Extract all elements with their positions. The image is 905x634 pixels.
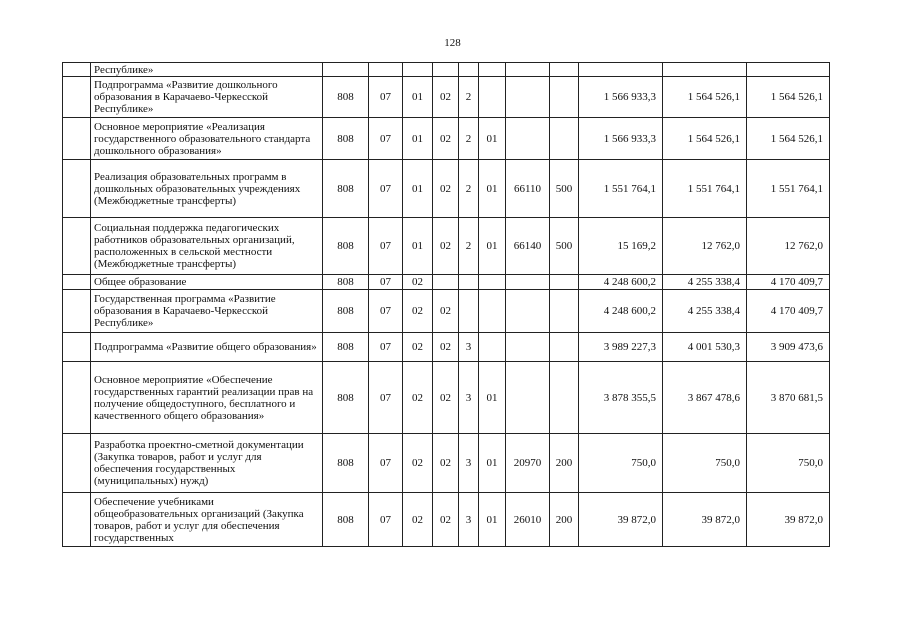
subsection-code: 02 bbox=[403, 275, 433, 290]
expense-type-code: 500 bbox=[550, 160, 579, 218]
subsection-code: 01 bbox=[403, 160, 433, 218]
row-index-cell bbox=[63, 218, 91, 275]
activity-code: 01 bbox=[479, 434, 506, 493]
subprogram-code bbox=[459, 290, 479, 333]
section-code: 07 bbox=[369, 333, 403, 362]
table-row bbox=[63, 218, 830, 275]
expense-type-code bbox=[550, 362, 579, 434]
subprogram-code bbox=[459, 275, 479, 290]
row-index-cell bbox=[63, 63, 91, 77]
direction-code bbox=[506, 362, 550, 434]
section-code: 07 bbox=[369, 275, 403, 290]
table-row bbox=[63, 493, 830, 547]
expense-type-code bbox=[550, 118, 579, 160]
amount-year-2: 39 872,0 bbox=[663, 493, 747, 547]
subsection-code bbox=[403, 63, 433, 77]
section-code: 07 bbox=[369, 290, 403, 333]
amount-year-3: 750,0 bbox=[747, 434, 830, 493]
program-code: 02 bbox=[433, 434, 459, 493]
expense-type-code bbox=[550, 333, 579, 362]
activity-code: 01 bbox=[479, 118, 506, 160]
subprogram-code bbox=[459, 63, 479, 77]
amount-year-1 bbox=[579, 63, 663, 77]
subprogram-code: 3 bbox=[459, 362, 479, 434]
ministry-code: 808 bbox=[323, 118, 369, 160]
program-code: 02 bbox=[433, 77, 459, 118]
row-index-cell bbox=[63, 275, 91, 290]
amount-year-3: 12 762,0 bbox=[747, 218, 830, 275]
amount-year-1: 4 248 600,2 bbox=[579, 290, 663, 333]
expense-type-code bbox=[550, 63, 579, 77]
activity-code: 01 bbox=[479, 160, 506, 218]
row-index-cell bbox=[63, 434, 91, 493]
subsection-code: 02 bbox=[403, 434, 433, 493]
ministry-code: 808 bbox=[323, 434, 369, 493]
section-code: 07 bbox=[369, 362, 403, 434]
amount-year-1: 1 566 933,3 bbox=[579, 77, 663, 118]
amount-year-1: 1 566 933,3 bbox=[579, 118, 663, 160]
subsection-code: 02 bbox=[403, 362, 433, 434]
subprogram-code: 2 bbox=[459, 77, 479, 118]
program-code bbox=[433, 63, 459, 77]
item-name: Разработка проектно-сметной документации (Закупка товаров, работ и услуг для обеспечения государственных (муниципальных) нужд) bbox=[91, 434, 323, 493]
section-code: 07 bbox=[369, 218, 403, 275]
expense-type-code bbox=[550, 275, 579, 290]
activity-code: 01 bbox=[479, 218, 506, 275]
section-code: 07 bbox=[369, 160, 403, 218]
amount-year-2: 1 551 764,1 bbox=[663, 160, 747, 218]
table-row bbox=[63, 434, 830, 493]
direction-code: 20970 bbox=[506, 434, 550, 493]
item-name: Государственная программа «Развитие образования в Карачаево-Черкесской Республике» bbox=[91, 290, 323, 333]
row-index-cell bbox=[63, 77, 91, 118]
program-code: 02 bbox=[433, 160, 459, 218]
program-code bbox=[433, 275, 459, 290]
item-name: Основное мероприятие «Реализация государственного образовательного стандарта дошкольного образования» bbox=[91, 118, 323, 160]
direction-code bbox=[506, 63, 550, 77]
item-name: Подпрограмма «Развитие дошкольного образования в Карачаево-Черкесской Республике» bbox=[91, 77, 323, 118]
section-code: 07 bbox=[369, 118, 403, 160]
amount-year-1: 1 551 764,1 bbox=[579, 160, 663, 218]
amount-year-3: 4 170 409,7 bbox=[747, 275, 830, 290]
amount-year-1: 39 872,0 bbox=[579, 493, 663, 547]
direction-code bbox=[506, 275, 550, 290]
item-name: Республике» bbox=[91, 63, 323, 77]
direction-code: 26010 bbox=[506, 493, 550, 547]
section-code: 07 bbox=[369, 493, 403, 547]
ministry-code: 808 bbox=[323, 362, 369, 434]
subsection-code: 01 bbox=[403, 77, 433, 118]
amount-year-3: 39 872,0 bbox=[747, 493, 830, 547]
table-row bbox=[63, 290, 830, 333]
subprogram-code: 2 bbox=[459, 118, 479, 160]
item-name: Основное мероприятие «Обеспечение государственных гарантий реализации прав на получение общедоступного, бесплатного и качественного общего образования» bbox=[91, 362, 323, 434]
amount-year-1: 3 989 227,3 bbox=[579, 333, 663, 362]
ministry-code: 808 bbox=[323, 290, 369, 333]
subsection-code: 02 bbox=[403, 333, 433, 362]
item-name: Общее образование bbox=[91, 275, 323, 290]
row-index-cell bbox=[63, 160, 91, 218]
table-row bbox=[63, 118, 830, 160]
amount-year-2: 3 867 478,6 bbox=[663, 362, 747, 434]
expense-type-code: 200 bbox=[550, 493, 579, 547]
item-name: Подпрограмма «Развитие общего образования» bbox=[91, 333, 323, 362]
amount-year-2 bbox=[663, 63, 747, 77]
amount-year-2: 1 564 526,1 bbox=[663, 118, 747, 160]
subsection-code: 01 bbox=[403, 218, 433, 275]
activity-code: 01 bbox=[479, 362, 506, 434]
amount-year-3: 1 551 764,1 bbox=[747, 160, 830, 218]
amount-year-3: 1 564 526,1 bbox=[747, 118, 830, 160]
program-code: 02 bbox=[433, 362, 459, 434]
program-code: 02 bbox=[433, 118, 459, 160]
amount-year-3: 1 564 526,1 bbox=[747, 77, 830, 118]
ministry-code: 808 bbox=[323, 160, 369, 218]
direction-code bbox=[506, 118, 550, 160]
program-code: 02 bbox=[433, 290, 459, 333]
item-name: Реализация образовательных программ в дошкольных образовательных учреждениях (Межбюджетные трансферты) bbox=[91, 160, 323, 218]
direction-code bbox=[506, 333, 550, 362]
row-index-cell bbox=[63, 118, 91, 160]
activity-code bbox=[479, 333, 506, 362]
direction-code: 66110 bbox=[506, 160, 550, 218]
program-code: 02 bbox=[433, 333, 459, 362]
amount-year-3 bbox=[747, 63, 830, 77]
subsection-code: 02 bbox=[403, 493, 433, 547]
table-row bbox=[63, 160, 830, 218]
table-row bbox=[63, 362, 830, 434]
expense-type-code: 200 bbox=[550, 434, 579, 493]
amount-year-2: 4 255 338,4 bbox=[663, 275, 747, 290]
section-code: 07 bbox=[369, 434, 403, 493]
subprogram-code: 3 bbox=[459, 493, 479, 547]
item-name: Социальная поддержка педагогических работников образовательных организаций, расположенных в сельской местности (Межбюджетные трансферты) bbox=[91, 218, 323, 275]
table-row bbox=[63, 275, 830, 290]
subprogram-code: 2 bbox=[459, 218, 479, 275]
subprogram-code: 3 bbox=[459, 333, 479, 362]
amount-year-2: 4 001 530,3 bbox=[663, 333, 747, 362]
table-row bbox=[63, 63, 830, 77]
amount-year-3: 4 170 409,7 bbox=[747, 290, 830, 333]
subprogram-code: 3 bbox=[459, 434, 479, 493]
row-index-cell bbox=[63, 333, 91, 362]
row-index-cell bbox=[63, 362, 91, 434]
section-code bbox=[369, 63, 403, 77]
ministry-code: 808 bbox=[323, 77, 369, 118]
expense-type-code bbox=[550, 77, 579, 118]
ministry-code bbox=[323, 63, 369, 77]
direction-code bbox=[506, 77, 550, 118]
amount-year-2: 4 255 338,4 bbox=[663, 290, 747, 333]
direction-code bbox=[506, 290, 550, 333]
row-index-cell bbox=[63, 493, 91, 547]
table-row bbox=[63, 333, 830, 362]
activity-code: 01 bbox=[479, 493, 506, 547]
activity-code bbox=[479, 290, 506, 333]
amount-year-1: 3 878 355,5 bbox=[579, 362, 663, 434]
row-index-cell bbox=[63, 290, 91, 333]
table-row bbox=[63, 77, 830, 118]
ministry-code: 808 bbox=[323, 333, 369, 362]
amount-year-3: 3 909 473,6 bbox=[747, 333, 830, 362]
item-name: Обеспечение учебниками общеобразовательных организаций (Закупка товаров, работ и услуг для обеспечения государственных bbox=[91, 493, 323, 547]
ministry-code: 808 bbox=[323, 218, 369, 275]
subprogram-code: 2 bbox=[459, 160, 479, 218]
amount-year-2: 12 762,0 bbox=[663, 218, 747, 275]
subsection-code: 02 bbox=[403, 290, 433, 333]
amount-year-2: 1 564 526,1 bbox=[663, 77, 747, 118]
page-number: 128 bbox=[444, 37, 461, 49]
amount-year-3: 3 870 681,5 bbox=[747, 362, 830, 434]
subsection-code: 01 bbox=[403, 118, 433, 160]
section-code: 07 bbox=[369, 77, 403, 118]
amount-year-1: 4 248 600,2 bbox=[579, 275, 663, 290]
activity-code bbox=[479, 63, 506, 77]
ministry-code: 808 bbox=[323, 493, 369, 547]
amount-year-2: 750,0 bbox=[663, 434, 747, 493]
expense-type-code bbox=[550, 290, 579, 333]
program-code: 02 bbox=[433, 493, 459, 547]
budget-table bbox=[62, 62, 830, 547]
activity-code bbox=[479, 77, 506, 118]
program-code: 02 bbox=[433, 218, 459, 275]
direction-code: 66140 bbox=[506, 218, 550, 275]
ministry-code: 808 bbox=[323, 275, 369, 290]
amount-year-1: 15 169,2 bbox=[579, 218, 663, 275]
activity-code bbox=[479, 275, 506, 290]
amount-year-1: 750,0 bbox=[579, 434, 663, 493]
expense-type-code: 500 bbox=[550, 218, 579, 275]
